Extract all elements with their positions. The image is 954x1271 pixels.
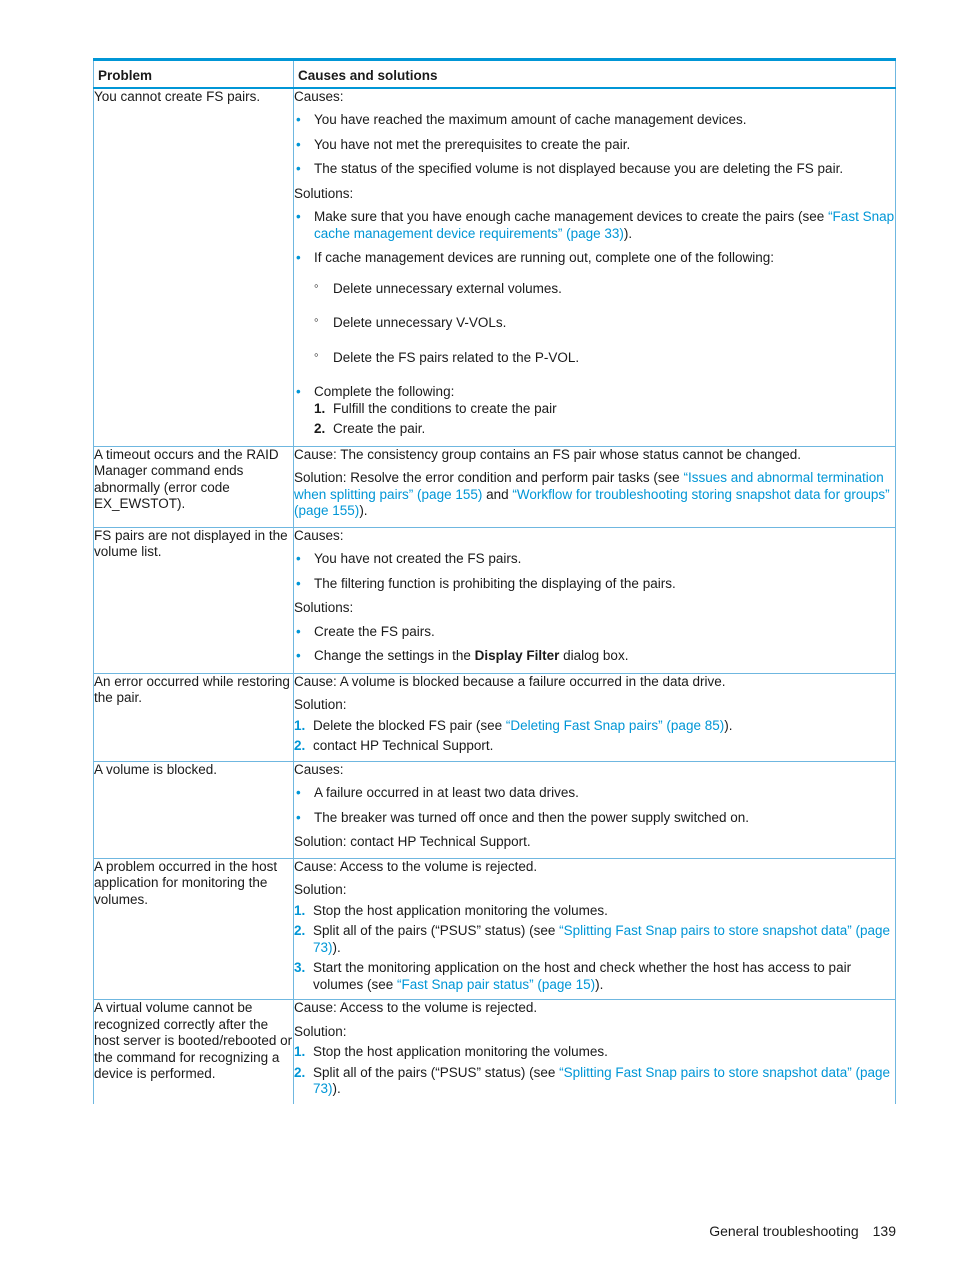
ui-term: Display Filter	[474, 648, 560, 663]
causes-solutions-cell	[294, 88, 896, 447]
solution-text: If cache management devices are running out, complete one of the following:	[314, 250, 775, 265]
list-item: • The filtering function is prohibiting the displaying of the pairs.	[294, 576, 895, 593]
deleting-pairs-link[interactable]: “Deleting Fast Snap pairs” (page 85)	[505, 717, 725, 733]
solutions-list	[294, 209, 895, 438]
sub-list-item: ◦ Delete the FS pairs related to the P-VOL.	[314, 350, 895, 367]
causes-solutions-cell	[294, 858, 896, 1000]
solution-label: Solution:	[294, 1023, 347, 1039]
solutions-label: Solutions:	[294, 600, 354, 615]
solution-text: Solution: Resolve the error condition and perform pair tasks (see	[294, 470, 684, 485]
causes-list	[294, 551, 895, 592]
step-text: ).	[724, 717, 733, 733]
abnormal-termination-link[interactable]: “Issues and abnormal termination when splitting pairs” (page 155)	[294, 470, 884, 502]
step-number: 2.	[294, 1064, 306, 1080]
list-item	[294, 384, 895, 438]
page-footer	[709, 1223, 896, 1239]
step-item	[314, 421, 895, 438]
steps-list	[294, 718, 895, 755]
step-number: 2.	[314, 421, 326, 436]
problem-cell: A timeout occurs and the RAID Manager command ends abnormally (error code EX_EWSTOT).	[94, 446, 294, 527]
solution-text: and	[482, 486, 513, 502]
sub-list-item: ◦ Delete unnecessary external volumes.	[314, 281, 895, 298]
step-item	[294, 738, 895, 755]
causes-solutions-cell	[294, 761, 896, 858]
step-item	[294, 1065, 895, 1098]
solution-paragraph	[294, 470, 895, 520]
solution-text: Solution: contact HP Technical Support.	[294, 834, 531, 849]
step-text: Split all of the pairs (“PSUS” status) (see	[313, 923, 560, 938]
list-item	[294, 250, 895, 366]
table-row	[94, 1000, 896, 1104]
causes-label: Causes:	[294, 761, 344, 777]
step-text: Split all of the pairs (“PSUS” status) (see	[313, 1064, 560, 1080]
problem-cell: A volume is blocked.	[94, 761, 294, 858]
solution-text: ).	[359, 503, 368, 518]
step-item	[294, 718, 895, 735]
steps-list	[294, 1044, 895, 1098]
list-item: • The status of the specified volume is not displayed because you are deleting the FS pair.	[294, 161, 895, 178]
step-text: ).	[332, 939, 341, 955]
table-row	[94, 761, 896, 858]
problem-cell: A virtual volume cannot be recognized correctly after the host server is booted/rebooted or the command for recognizing a device is performed.	[94, 1000, 294, 1104]
solution-text: Complete the following:	[314, 384, 455, 399]
step-number: 1.	[314, 400, 326, 416]
step-text: Start the monitoring application on the host and check whether the host has access to pair volumes (see	[313, 960, 852, 992]
footer-section-title: General troubleshooting	[709, 1223, 859, 1239]
step-item	[314, 401, 895, 418]
step-item	[294, 923, 895, 956]
list-item	[294, 648, 895, 665]
solutions-list	[294, 624, 895, 665]
solution-text: Change the settings in the	[314, 648, 475, 663]
solutions-label: Solutions:	[294, 185, 354, 201]
cause-text: Cause: A volume is blocked because a failure occurred in the data drive.	[294, 673, 726, 689]
sub-list	[314, 281, 895, 367]
solution-text: dialog box.	[559, 648, 629, 663]
causes-solutions-cell	[294, 1000, 896, 1104]
troubleshooting-table	[93, 58, 896, 1104]
cause-text: Cause: Access to the volume is rejected.	[294, 1000, 538, 1015]
step-item	[294, 960, 895, 993]
step-number: 1.	[294, 1044, 306, 1059]
workflow-link[interactable]: “Workflow for troubleshooting storing snapshot data for groups” (page 155)	[294, 486, 890, 518]
table-row	[94, 88, 896, 447]
cause-text: Cause: Access to the volume is rejected.	[294, 858, 538, 874]
table-row	[94, 527, 896, 673]
problem-cell: A problem occurred in the host application for monitoring the volumes.	[94, 858, 294, 1000]
problem-cell: FS pairs are not displayed in the volume list.	[94, 527, 294, 673]
causes-solutions-cell	[294, 527, 896, 673]
steps-list	[294, 903, 895, 994]
step-text: Stop the host application monitoring the volumes.	[313, 902, 608, 918]
column-header-problem: Problem	[94, 60, 294, 88]
list-item: • A failure occurred in at least two data drives.	[294, 785, 895, 802]
causes-list	[294, 112, 895, 178]
list-item: • Create the FS pairs.	[294, 624, 895, 641]
cache-requirements-link[interactable]: “Fast Snap cache management device requirements” (page 33)	[314, 209, 895, 241]
steps-list	[314, 401, 895, 438]
table-row	[94, 858, 896, 1000]
step-text: ).	[595, 976, 604, 992]
sub-list-item: ◦ Delete unnecessary V-VOLs.	[314, 315, 895, 332]
step-text: Stop the host application monitoring the volumes.	[313, 1044, 608, 1059]
step-text: ).	[332, 1081, 341, 1096]
table-row	[94, 673, 896, 761]
list-item: • You have not met the prerequisites to create the pair.	[294, 137, 895, 154]
column-header-causes: Causes and solutions	[294, 60, 896, 88]
table-header-row	[94, 60, 896, 88]
causes-solutions-cell	[294, 673, 896, 761]
step-text: contact HP Technical Support.	[313, 738, 494, 753]
solution-text: ).	[623, 225, 633, 241]
step-number: 2.	[294, 738, 306, 753]
problem-cell: You cannot create FS pairs.	[94, 88, 294, 447]
splitting-pairs-link[interactable]: “Splitting Fast Snap pairs to store snapshot data” (page 73)	[313, 923, 891, 955]
solution-label: Solution:	[294, 882, 347, 897]
causes-label: Causes:	[294, 527, 344, 543]
solution-label: Solution:	[294, 697, 347, 712]
step-item	[294, 1044, 895, 1061]
list-item: • The breaker was turned off once and then the power supply switched on.	[294, 810, 895, 827]
step-text: Create the pair.	[333, 421, 426, 436]
step-number: 1.	[294, 717, 306, 733]
list-item: • You have not created the FS pairs.	[294, 551, 895, 568]
step-item	[294, 903, 895, 920]
causes-list	[294, 785, 895, 826]
page-number: 139	[872, 1223, 896, 1239]
causes-label: Causes:	[294, 88, 344, 104]
splitting-pairs-link[interactable]: “Splitting Fast Snap pairs to store snapshot data” (page 73)	[313, 1064, 891, 1096]
problem-cell: An error occurred while restoring the pair.	[94, 673, 294, 761]
list-item: • You have reached the maximum amount of cache management devices.	[294, 112, 895, 129]
step-text: Fulfill the conditions to create the pair	[333, 400, 557, 416]
step-text: Delete the blocked FS pair (see	[313, 717, 506, 733]
pair-status-link[interactable]: “Fast Snap pair status” (page 15)	[397, 976, 596, 992]
cause-text: Cause: The consistency group contains an FS pair whose status cannot be changed.	[294, 446, 802, 462]
table-row	[94, 446, 896, 527]
step-number: 2.	[294, 923, 306, 938]
list-item	[294, 209, 895, 242]
solution-text: Make sure that you have enough cache management devices to create the pairs (see	[314, 209, 829, 224]
step-number: 3.	[294, 960, 306, 975]
causes-solutions-cell	[294, 446, 896, 527]
step-number: 1.	[294, 902, 306, 918]
